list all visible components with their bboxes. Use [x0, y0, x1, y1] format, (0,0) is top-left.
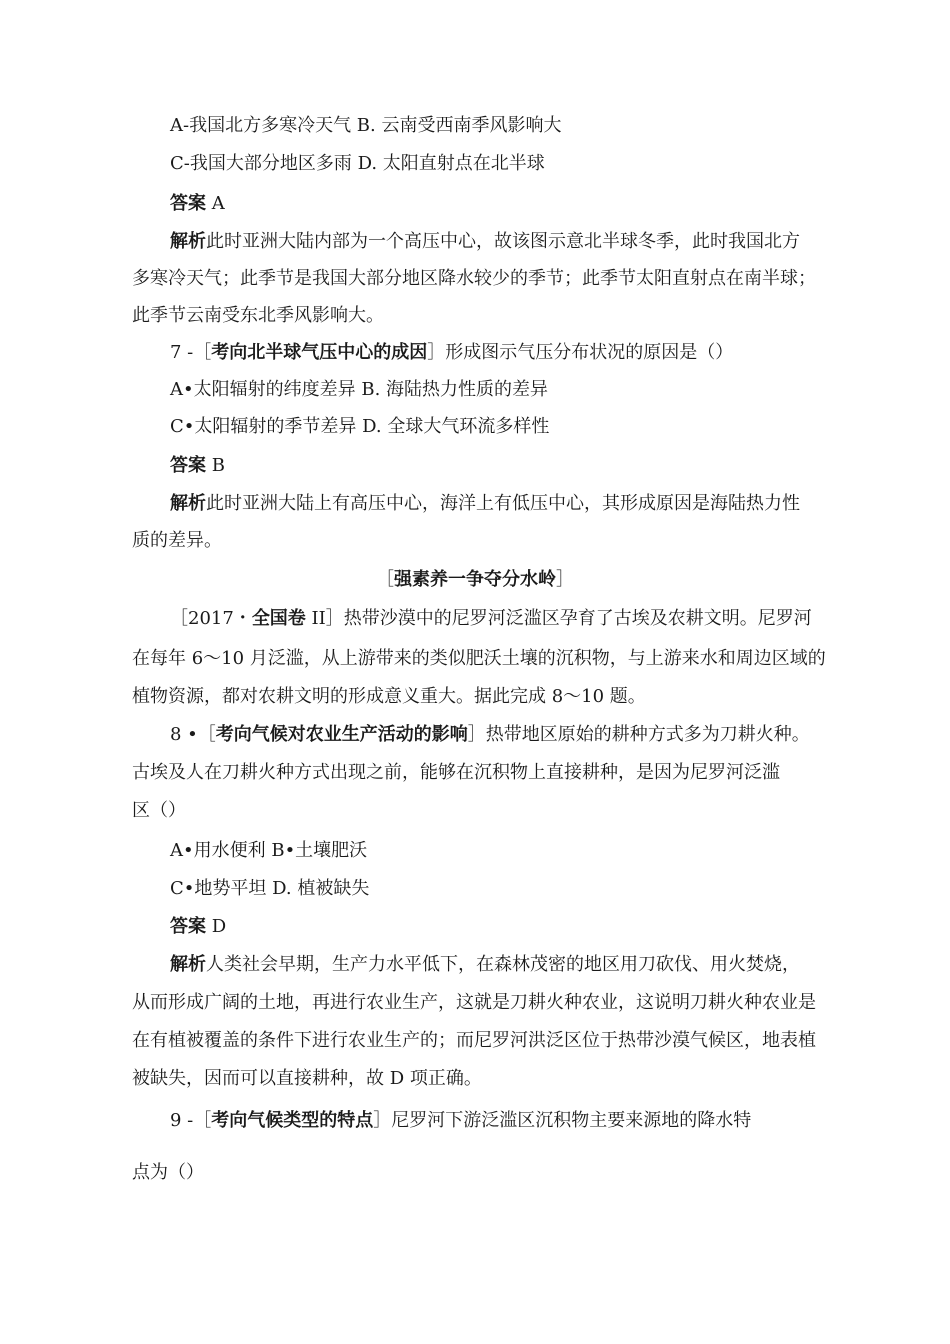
q6-answer	[170, 191, 860, 217]
q6-analysis-line-2: 多寒冷天气；此季节是我国大部分地区降水较少的季节；此季节太阳直射点在南半球；	[132, 268, 816, 289]
answer-value: D	[206, 916, 227, 937]
answer-value: A	[206, 193, 225, 214]
q7-prefix: 7 -［	[170, 342, 212, 363]
analysis-label: 解析	[170, 231, 206, 252]
q7-tag: 考向北半球气压中心的成因	[211, 342, 428, 363]
answer-value: B	[206, 455, 225, 476]
analysis-text: 此时亚洲大陆上有高压中心，海洋上有低压中心，其形成原因是海陆热力性	[206, 493, 800, 514]
q8-stem-line-3: 区（）	[132, 800, 186, 821]
passage-open: ［2017・	[170, 608, 252, 629]
q8-tag: 考向气候对农业生产活动的影响	[215, 724, 468, 745]
q7-options-line-1: A•太阳辐射的纬度差异 B. 海陆热力性质的差异	[170, 379, 549, 400]
bracket: ［	[376, 569, 394, 590]
q8-analysis-line-2: 从而形成广阔的土地，再进行农业生产，这就是刀耕火种农业，这说明刀耕火种农业是	[132, 992, 816, 1013]
q7-analysis-line-2: 质的差异。	[132, 530, 222, 551]
answer-label: 答案	[170, 193, 206, 214]
analysis-label: 解析	[170, 493, 206, 514]
q6-options-line-2: C-我国大部分地区多雨 D. 太阳直射点在北半球	[170, 153, 545, 174]
passage-close: II］	[305, 608, 344, 629]
q9-stem-line-2: 点为（）	[132, 1162, 204, 1183]
section-title: 强素养一争夺分水岭	[394, 569, 556, 590]
passage-line-2: 在每年 6〜10 月泛滥，从上游带来的类似肥沃土壤的沉积物，与上游来水和周边区域的	[132, 648, 826, 669]
analysis-text: 此时亚洲大陆内部为一个高压中心，故该图示意北半球冬季，此时我国北方	[206, 231, 800, 252]
q8-question: ］热带地区原始的耕种方式多为刀耕火种。	[467, 724, 810, 745]
q9-stem	[170, 1108, 860, 1134]
q8-options-line-1: A•用水便利 B•土壤肥沃	[170, 840, 368, 861]
q7-analysis-line-1	[170, 491, 860, 517]
q7-answer	[170, 453, 860, 479]
q9-tag: 考向气候类型的特点	[211, 1110, 374, 1131]
answer-label: 答案	[170, 916, 206, 937]
q9-question: ］尼罗河下游泛滥区沉积物主要来源地的降水特	[373, 1110, 752, 1131]
passage-line-3: 植物资源，都对农耕文明的形成意义重大。据此完成 8〜10 题。	[132, 686, 646, 707]
q9-prefix: 9 -［	[170, 1110, 212, 1131]
q8-stem	[170, 722, 860, 748]
q8-analysis-line-1	[170, 952, 860, 978]
analysis-text: 人类社会早期，生产力水平低下，在森林茂密的地区用刀砍伐、用火焚烧，	[206, 954, 800, 975]
bracket: ］	[556, 569, 574, 590]
q8-answer	[170, 914, 860, 940]
q6-analysis-line-1	[170, 229, 860, 255]
passage-line-1	[170, 606, 860, 632]
q7-stem	[170, 340, 860, 366]
q8-prefix: 8 •［	[170, 724, 216, 745]
passage-source: 全国卷	[251, 608, 306, 629]
q7-question: ］形成图示气压分布状况的原因是（）	[427, 342, 734, 363]
q7-options-line-2: C•太阳辐射的季节差异 D. 全球大气环流多样性	[170, 416, 550, 437]
section-heading	[0, 567, 950, 593]
passage-text: 热带沙漠中的尼罗河泛滥区孕育了古埃及农耕文明。尼罗河	[343, 608, 812, 629]
q8-stem-line-2: 古埃及人在刀耕火种方式出现之前，能够在沉积物上直接耕种，是因为尼罗河泛滥	[132, 762, 780, 783]
q8-options-line-2: C•地势平坦 D. 植被缺失	[170, 878, 370, 899]
q6-options-line-1: A-我国北方多寒冷天气 B. 云南受西南季风影响大	[170, 115, 562, 136]
q8-analysis-line-4: 被缺失，因而可以直接耕种，故 D 项正确。	[132, 1068, 482, 1089]
analysis-label: 解析	[170, 954, 206, 975]
answer-label: 答案	[170, 455, 206, 476]
q6-analysis-line-3: 此季节云南受东北季风影响大。	[132, 305, 384, 326]
q8-analysis-line-3: 在有植被覆盖的条件下进行农业生产的；而尼罗河洪泛区位于热带沙漠气候区，地表植	[132, 1030, 816, 1051]
